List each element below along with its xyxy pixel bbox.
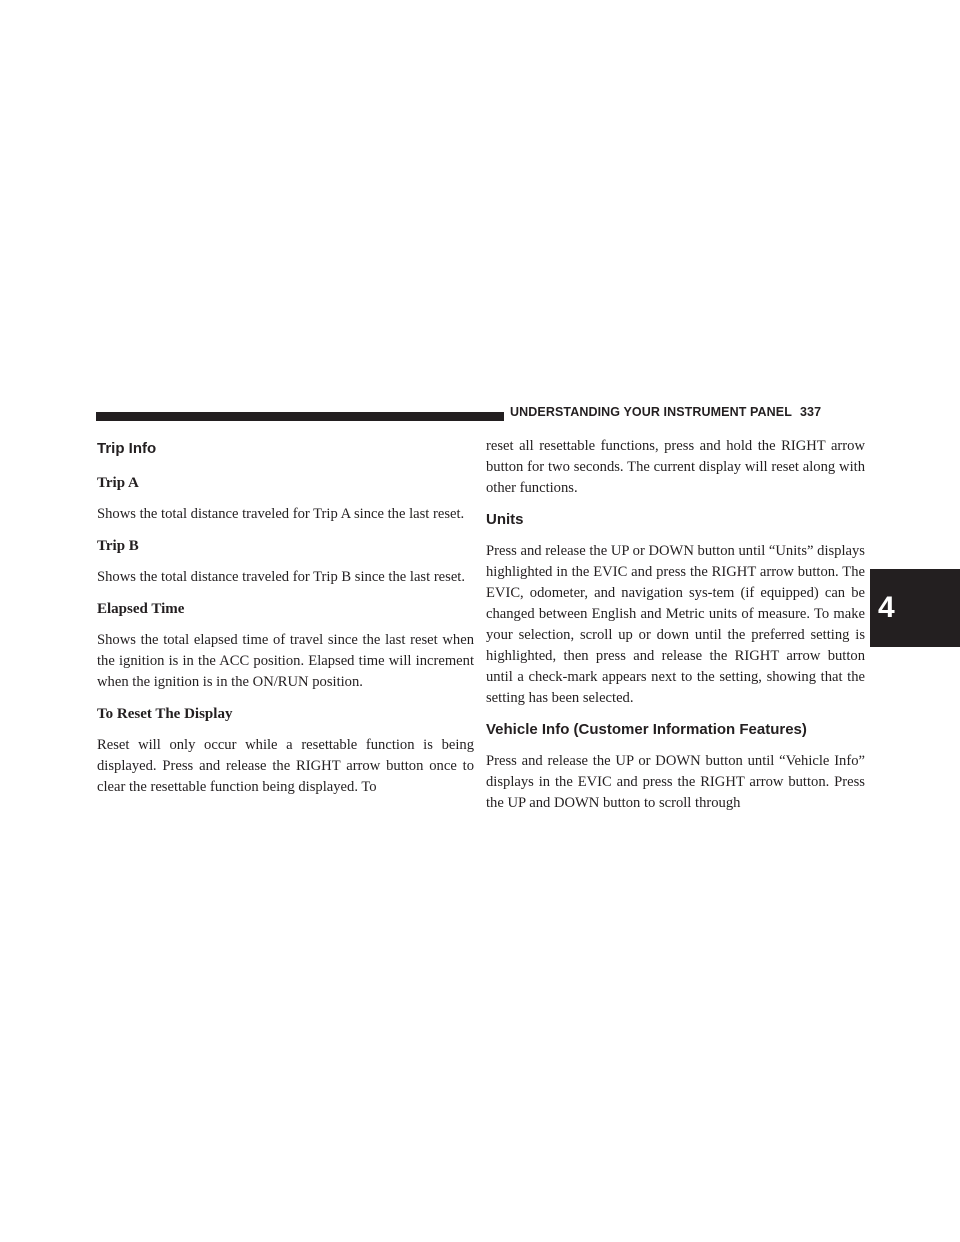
page-number: 337 [799, 405, 822, 419]
header-rule [96, 412, 504, 421]
units-heading: Units [486, 511, 524, 528]
reset-display-heading: To Reset The Display [97, 706, 233, 722]
vehicle-info-heading: Vehicle Info (Customer Information Features) [486, 721, 807, 738]
header-title: UNDERSTANDING YOUR INSTRUMENT PANEL [510, 405, 792, 419]
trip-a-text: Shows the total distance traveled for Trip A since the last reset. [97, 506, 465, 522]
right-column [486, 436, 865, 814]
trip-info-heading: Trip Info [97, 440, 157, 457]
trip-b-heading: Trip B [97, 538, 139, 554]
units-text: Press and release the UP or DOWN button until “Units” displays highlighted in the EVIC and press the RIGHT arrow button. The EVIC, odometer, and navigation sys-tem (if equipped) can be changed between English and Metric units of measure. To make your selection, scroll up or down until the preferred setting is highlighted, then press and release the RIGHT arrow button until a check-mark appears next to the setting, showing that the setting has been selected. [486, 543, 865, 706]
elapsed-time-heading: Elapsed Time [97, 601, 185, 617]
trip-a-heading: Trip A [97, 475, 139, 491]
reset-display-text: Reset will only occur while a resettable function is being displayed. Press and release the RIGHT arrow button once to clear the resettable function being displayed. To [97, 737, 474, 795]
left-column [97, 436, 474, 798]
trip-b-text: Shows the total distance traveled for Trip B since the last reset. [97, 569, 466, 585]
reset-display-text-continued: reset all resettable functions, press and hold the RIGHT arrow button for two seconds. The current display will reset along with other functions. [486, 438, 865, 496]
elapsed-time-text: Shows the total elapsed time of travel since the last reset when the ignition is in the ACC position. Elapsed time will increment when the ignition is in the ON/RUN position. [97, 632, 474, 690]
running-header [510, 405, 884, 419]
vehicle-info-text: Press and release the UP or DOWN button until “Vehicle Info” displays in the EVIC and press the RIGHT arrow button. Press the UP and DOWN button to scroll through [486, 753, 865, 811]
chapter-tab: 4 [870, 569, 960, 647]
